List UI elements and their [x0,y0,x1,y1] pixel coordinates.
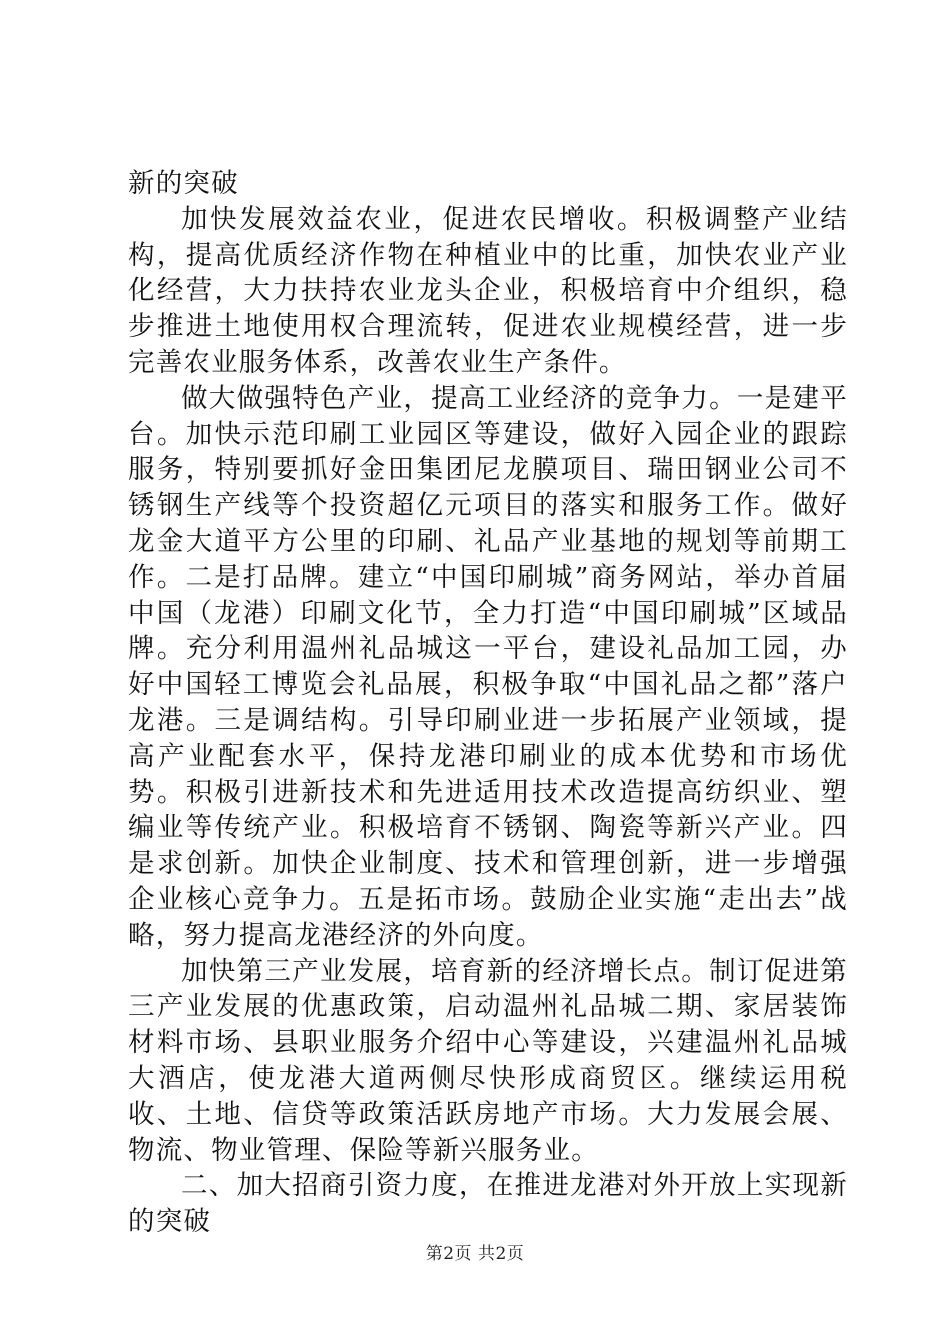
page-footer: 第2页 共2页 [425,1244,525,1264]
section-heading-investment: 二、加大招商引资力度，在推进龙港对外开放上实现新的突破 [128,1170,848,1238]
paragraph-industry: 做大做强特色产业，提高工业经济的竞争力。一是建平台。加快示范印刷工业园区等建设，做好入园企业的跟踪服务，特别要抓好金田集团尼龙膜项目、瑞田钢业公司不锈钢生产线等个投资超亿元项目的落实和服务工作。做好龙金大道平方公里的印刷、礼品产业基地的规划等前期工作。二是打品牌。建立“中国印刷城”商务网站，举办首届中国（龙港）印刷文化节，全力打造“中国印刷城”区域品牌。充分利用温州礼品城这一平台，建设礼品加工园，办好中国轻工博览会礼品展，积极争取“中国礼品之都”落户龙港。三是调结构。引导印刷业进一步拓展产业领域，提高产业配套水平，保持龙港印刷业的成本优势和市场优势。积极引进新技术和先进适用技术改造提高纺织业、塑编业等传统产业。积极培育不锈钢、陶瓷等新兴产业。四是求创新。加快企业制度、技术和管理创新，进一步增强企业核心竞争力。五是拓市场。鼓励企业实施“走出去”战略，努力提高龙港经济的外向度。 [128,382,848,951]
document-body [128,166,848,1240]
paragraph-tertiary-industry: 加快第三产业发展，培育新的经济增长点。制订促进第三产业发展的优惠政策，启动温州礼品城二期、家居装饰材料市场、县职业服务介绍中心等建设，兴建温州礼品城大酒店，使龙港大道两侧尽快形成商贸区。继续运用税收、土地、信贷等政策活跃房地产市场。大力发展会展、物流、物业管理、保险等新兴服务业。 [128,955,848,1166]
paragraph-agriculture: 加快发展效益农业，促进农民增收。积极调整产业结构，提高优质经济作物在种植业中的比重，加快农业产业化经营，大力扶持农业龙头企业，积极培育中介组织，稳步推进土地使用权合理流转，促进农业规模经营，进一步完善农业服务体系，改善农业生产条件。 [128,203,848,378]
paragraph-continuation: 新的突破 [128,168,239,199]
